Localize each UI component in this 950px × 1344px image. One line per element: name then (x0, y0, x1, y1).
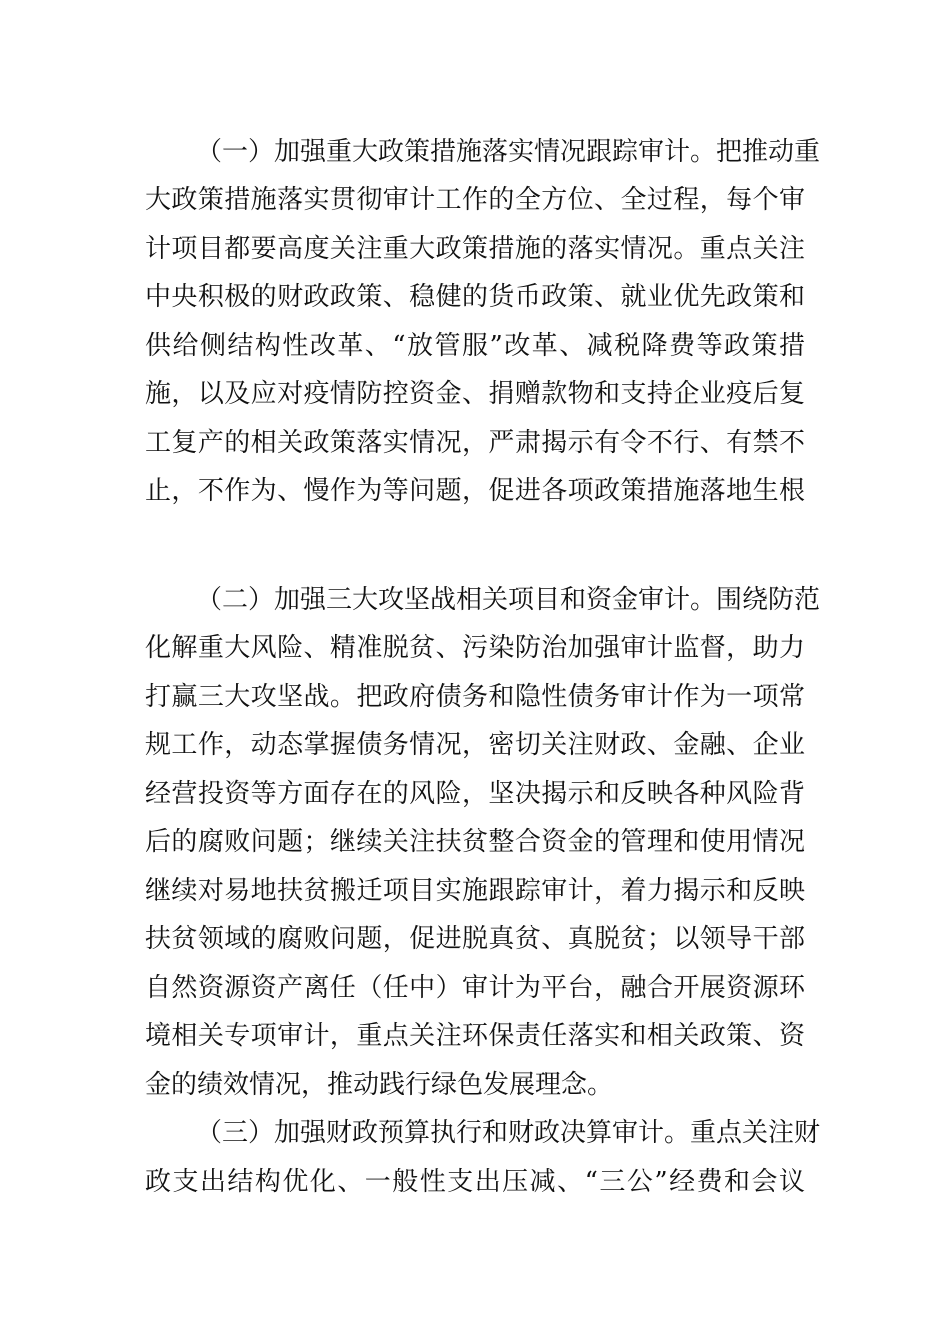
paragraph-line: （一）加强重大政策措施落实情况跟踪审计。把推动重 (196, 137, 821, 167)
paragraph-line: 大政策措施落实贯彻审计工作的全方位、全过程，每个审 (145, 185, 805, 215)
paragraph-line: 工复产的相关政策落实情况，严肃揭示有令不行、有禁不 (145, 428, 805, 458)
paragraph-line: 止，不作为、慢作为等问题，促进各项政策措施落地生根 (145, 476, 805, 506)
paragraph-line: 中央积极的财政政策、稳健的货币政策、就业优先政策和 (145, 282, 805, 312)
paragraph-line: 化解重大风险、精准脱贫、污染防治加强审计监督，助力 (145, 633, 805, 663)
paragraph-line: 扶贫领域的腐败问题，促进脱真贫、真脱贫；以领导干部 (145, 924, 805, 954)
paragraph-line: 继续对易地扶贫搬迁项目实施跟踪审计，着力揭示和反映 (145, 876, 805, 906)
paragraph-line: 后的腐败问题；继续关注扶贫整合资金的管理和使用情况 (145, 827, 805, 857)
paragraph-line: 规工作，动态掌握债务情况，密切关注财政、金融、企业 (145, 730, 805, 760)
paragraph-line: 金的绩效情况，推动践行绿色发展理念。 (145, 1070, 614, 1100)
paragraph-line: 计项目都要高度关注重大政策措施的落实情况。重点关注 (145, 234, 805, 264)
paragraph-line: 自然资源资产离任（任中）审计为平台，融合开展资源环 (145, 973, 805, 1003)
paragraph-line: （二）加强三大攻坚战相关项目和资金审计。围绕防范 (196, 585, 821, 615)
paragraph-line: （三）加强财政预算执行和财政决算审计。重点关注财 (196, 1118, 821, 1148)
paragraph-line: 政支出结构优化、一般性支出压减、“三公”经费和会议 (145, 1167, 805, 1197)
paragraph-line: 经营投资等方面存在的风险，坚决揭示和反映各种风险背 (145, 779, 805, 809)
paragraph-line: 供给侧结构性改革、“放管服”改革、减税降费等政策措 (145, 331, 805, 361)
paragraph-line: 打赢三大攻坚战。把政府债务和隐性债务审计作为一项常 (145, 682, 805, 712)
paragraph-line: 境相关专项审计，重点关注环保责任落实和相关政策、资 (145, 1021, 805, 1051)
paragraph-line: 施，以及应对疫情防控资金、捐赠款物和支持企业疫后复 (145, 379, 805, 409)
